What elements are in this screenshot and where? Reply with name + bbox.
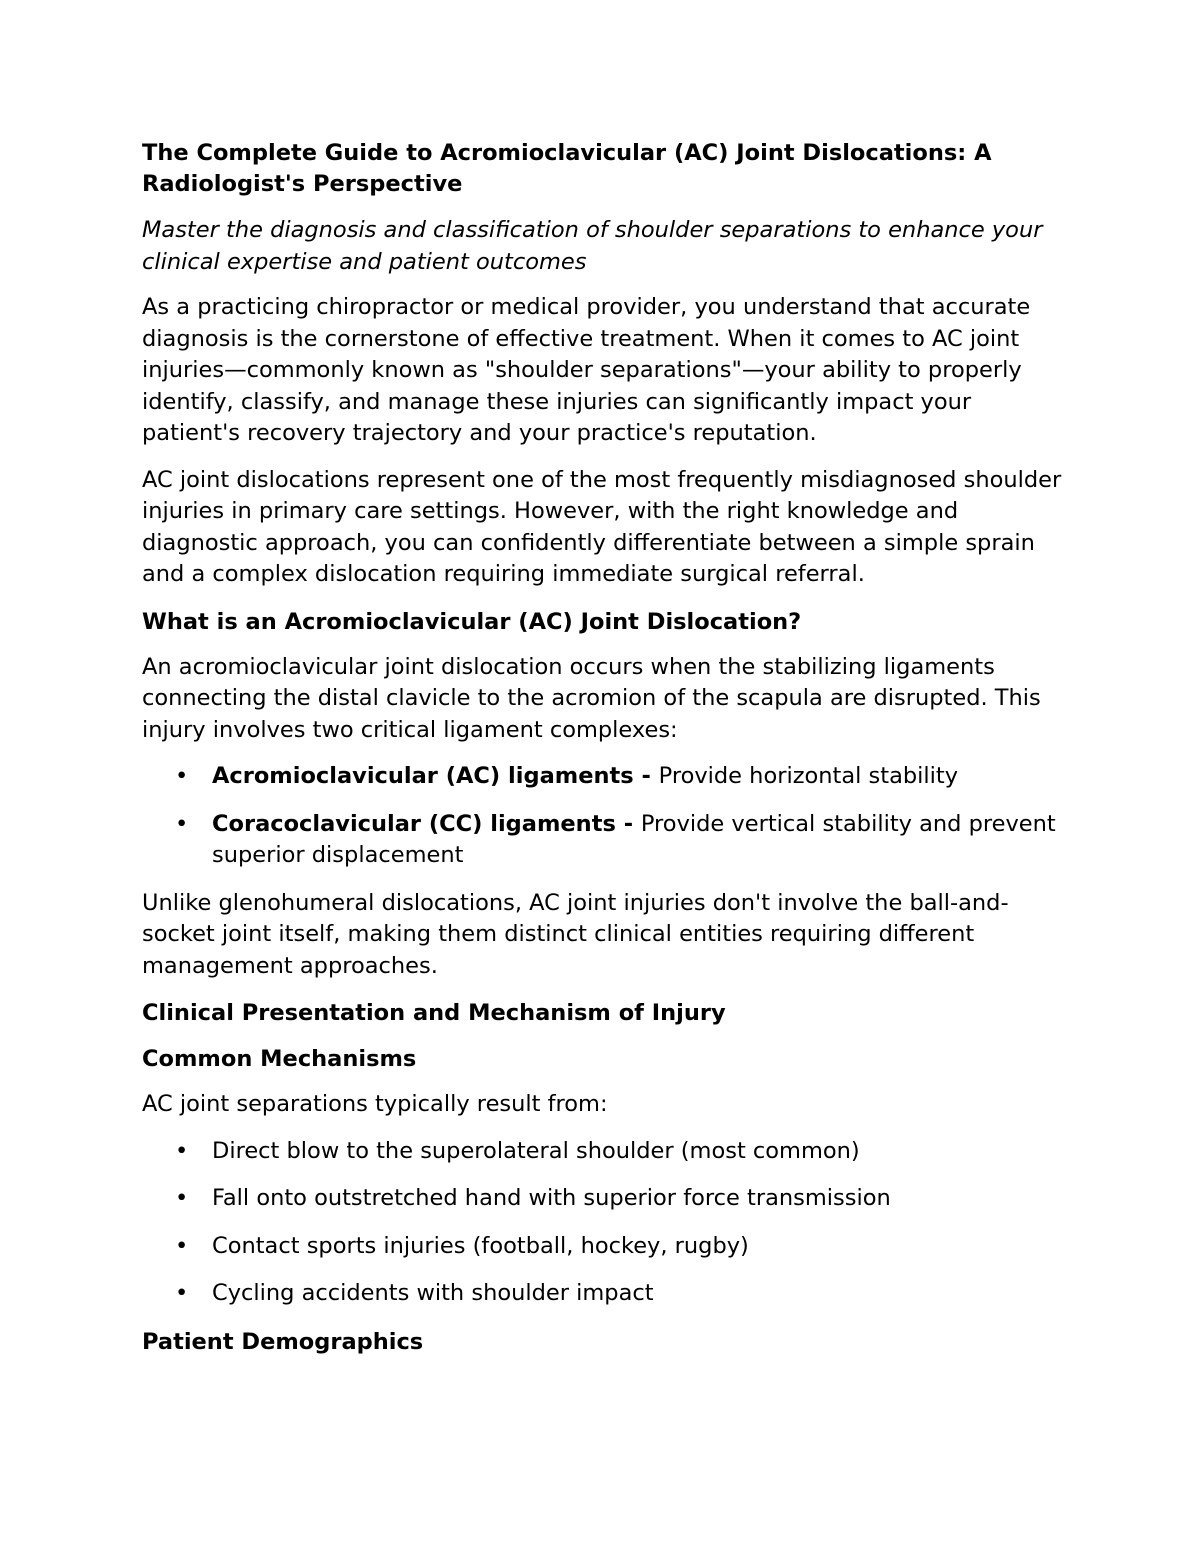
definition-paragraph: An acromioclavicular joint dislocation occurs when the stabilizing ligaments connecting the distal clavicle to the acromion of the scapula are disrupted. This injury involves two critical ligament complexes: (142, 653, 1041, 743)
ligament-term: Acromioclavicular (AC) ligaments (212, 763, 634, 789)
bullet-icon: • (175, 763, 189, 789)
list-item (142, 1183, 1067, 1215)
list-item (142, 1278, 1067, 1310)
ligament-description: Provide horizontal stability (658, 763, 959, 789)
comparison-paragraph: Unlike glenohumeral dislocations, AC joint injuries don't involve the ball-and-socket joint itself, making them distinct clinical entities requiring different management approaches. (142, 889, 1009, 979)
section-heading-demographics: Patient Demographics (142, 1328, 424, 1355)
bullet-icon: • (175, 1137, 189, 1164)
bullet-icon: • (175, 1232, 189, 1259)
ligament-separator: - (633, 763, 659, 789)
document-subtitle: Master the diagnosis and classification of shoulder separations to enhance your clinical expertise and patient outcomes (142, 217, 1043, 275)
ligament-separator: - (615, 810, 641, 837)
section-heading-what-is: What is an Acromioclavicular (AC) Joint Dislocation? (142, 608, 802, 635)
list-item (142, 761, 1067, 793)
section-heading-clinical: Clinical Presentation and Mechanism of Injury (142, 1000, 726, 1026)
mechanism-text: Cycling accidents with shoulder impact (212, 1280, 654, 1306)
bullet-icon: • (175, 810, 189, 837)
document-title: The Complete Guide to Acromioclavicular (AC) Joint Dislocations: A Radiologist's Perspective (142, 140, 992, 197)
mechanism-text: Direct blow to the superolateral shoulder (most common) (212, 1137, 860, 1164)
list-item (142, 1231, 1067, 1263)
ligament-list (142, 761, 1067, 872)
document-page (142, 138, 1067, 1372)
mechanism-list (142, 1136, 1067, 1310)
mechanism-text: Fall onto outstretched hand with superior force transmission (212, 1185, 891, 1211)
mechanisms-lead: AC joint separations typically result from: (142, 1091, 608, 1117)
intro-paragraph-1: As a practicing chiropractor or medical provider, you understand that accurate diagnosis is the cornerstone of effective treatment. When it comes to AC joint injuries—commonly known as "shoulder separations"—your ability to properly identify, classify, and manage these injuries can significantly impact your patient's recovery trajectory and your practice's reputation. (142, 294, 1031, 446)
mechanism-text: Contact sports injuries (football, hockey, rugby) (212, 1232, 749, 1259)
ligament-term: Coracoclavicular (CC) ligaments (212, 810, 616, 837)
bullet-icon: • (175, 1185, 189, 1211)
list-item (142, 809, 1067, 872)
subheading-mechanisms: Common Mechanisms (142, 1046, 417, 1072)
intro-paragraph-2: AC joint dislocations represent one of the most frequently misdiagnosed shoulder injuries in primary care settings. However, with the right knowledge and diagnostic approach, you can confidently differentiate between a simple sprain and a complex dislocation requiring immediate surgical referral. (142, 466, 1062, 587)
list-item (142, 1136, 1067, 1168)
ligament-description: Provide vertical stability and prevent superior displacement (212, 810, 1056, 868)
bullet-icon: • (175, 1280, 189, 1306)
